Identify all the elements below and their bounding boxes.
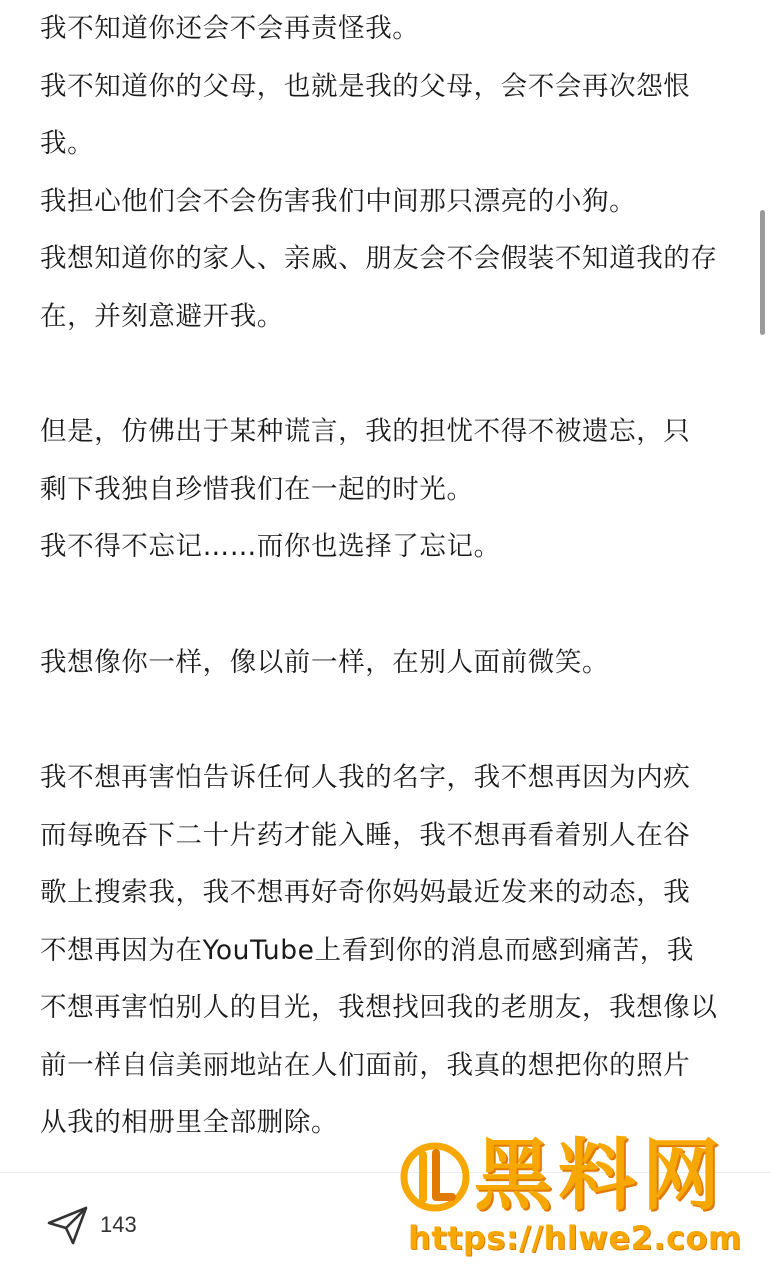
share-button[interactable] [46, 1203, 137, 1247]
watermark-url: https://hlwe2.com [408, 1219, 742, 1257]
text-line: 我不知道你的父母，也就是我的父母，会不会再次怨恨 [40, 70, 691, 102]
text-line: 剩下我独自珍惜我们在一起的时光。 [40, 473, 474, 505]
text-line: 我。 [40, 128, 95, 159]
text-line: 我不知道你还会不会再责怪我。 [40, 13, 420, 44]
paragraph [40, 749, 740, 1152]
paragraph [40, 634, 740, 692]
text-line: 不想再因为在YouTube上看到你的消息而感到痛苦，我 [40, 934, 694, 966]
share-count: 143 [100, 1212, 137, 1237]
send-icon [46, 1203, 90, 1247]
paragraph [40, 403, 740, 576]
text-line: 不想再害怕别人的目光，我想找回我的老朋友，我想像以 [40, 992, 718, 1023]
text-line: 但是，仿佛出于某种谎言，我的担忧不得不被遗忘，只 [40, 416, 691, 447]
watermark [400, 1131, 760, 1270]
watermark-logo-icon [400, 1137, 470, 1217]
paragraph [40, 0, 740, 345]
text-line: 我不得不忘记……而你也选择了忘记。 [40, 531, 501, 562]
text-line: 歌上搜索我，我不想再好奇你妈妈最近发来的动态，我 [40, 877, 691, 908]
text-line: 前一样自信美丽地站在人们面前，我真的想把你的照片 [40, 1049, 691, 1081]
text-line: 我担心他们会不会伤害我们中间那只漂亮的小狗。 [40, 185, 637, 217]
article-body [40, 0, 740, 1152]
text-line: 而每晚吞下二十片药才能入睡，我不想再看着别人在谷 [40, 819, 691, 851]
text-line: 我想像你一样，像以前一样，在别人面前微笑。 [40, 646, 610, 678]
watermark-title: 黑料网 [474, 1131, 727, 1221]
text-line: 在，并刻意避开我。 [40, 300, 284, 332]
text-line: 从我的相册里全部删除。 [40, 1107, 339, 1138]
text-line: 我想知道你的家人、亲戚、朋友会不会假装不知道我的存 [40, 243, 718, 274]
scrollbar-thumb[interactable] [760, 210, 765, 335]
text-line: 我不想再害怕告诉任何人我的名字，我不想再因为内疚 [40, 762, 691, 793]
